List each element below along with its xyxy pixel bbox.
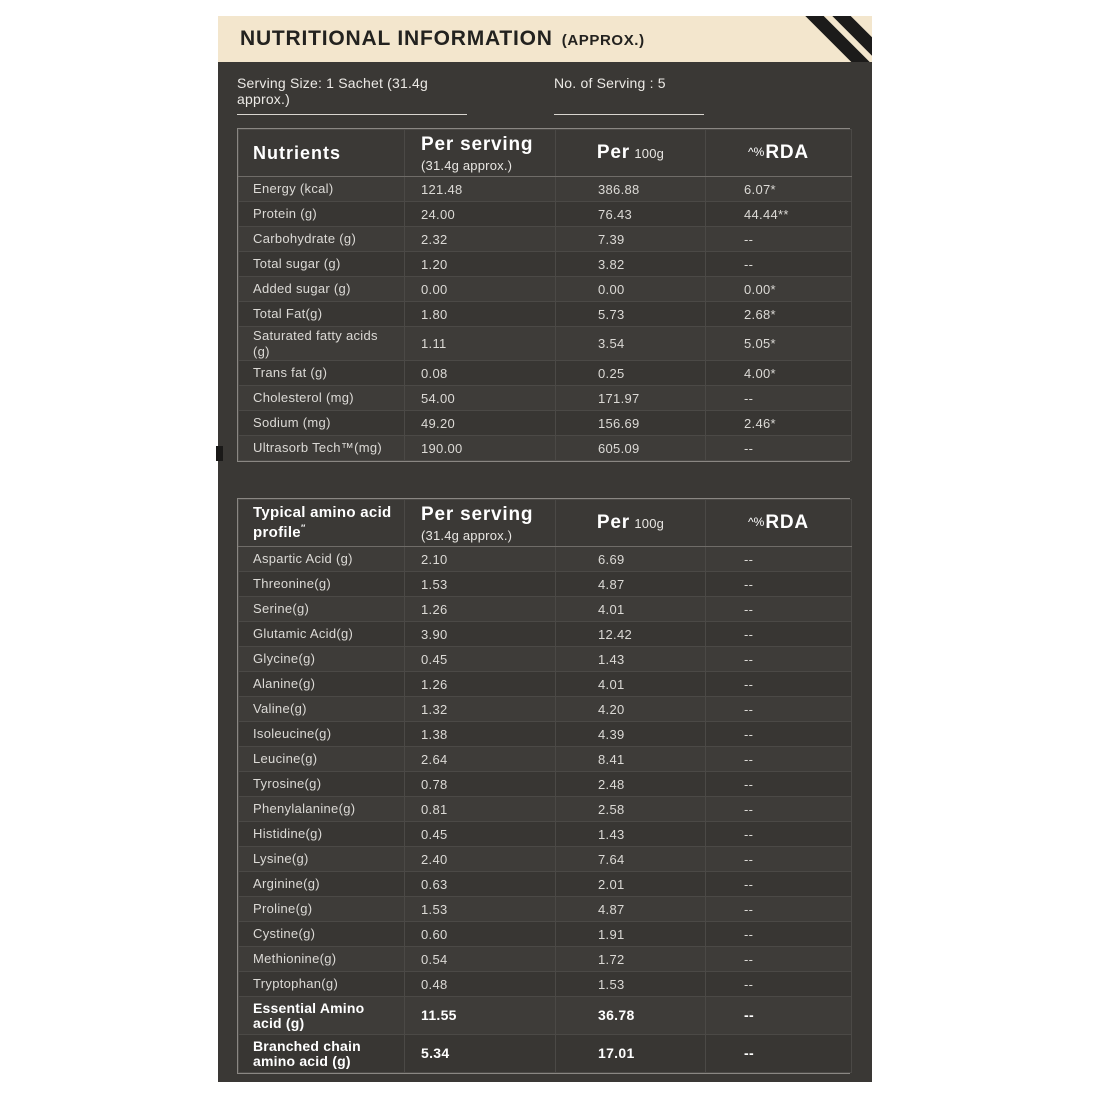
- amino-acid-name: Aspartic Acid (g): [239, 547, 405, 572]
- per-100g-value: 12.42: [556, 622, 706, 647]
- per-serving-value: 0.63: [405, 872, 556, 897]
- table-row: [239, 897, 852, 922]
- rda-value: 0.00*: [706, 277, 852, 302]
- per-serving-value: 1.32: [405, 697, 556, 722]
- per-100g-value: 3.82: [556, 252, 706, 277]
- table-row: [239, 672, 852, 697]
- nutrient-name: Saturated fatty acids (g): [239, 327, 405, 361]
- per-100g-value: 76.43: [556, 202, 706, 227]
- nutrient-name: Energy (kcal): [239, 177, 405, 202]
- per-serving-value: 1.11: [405, 327, 556, 361]
- per-100g-value: 4.01: [556, 597, 706, 622]
- table-row: [239, 361, 852, 386]
- amino-acid-name: Arginine(g): [239, 872, 405, 897]
- rda-value: --: [706, 227, 852, 252]
- table-row: [239, 252, 852, 277]
- per-100g-value: 4.01: [556, 672, 706, 697]
- per-100g-value: 2.48: [556, 772, 706, 797]
- table-row: [239, 872, 852, 897]
- amino-acid-name: Alanine(g): [239, 672, 405, 697]
- per-100g-value: 4.20: [556, 697, 706, 722]
- per-100g-value: 2.01: [556, 872, 706, 897]
- per-serving-value: 0.81: [405, 797, 556, 822]
- per-100g-value: 1.43: [556, 647, 706, 672]
- table-row: [239, 411, 852, 436]
- serving-size-label: Serving Size: 1 Sachet (31.4g approx.): [237, 75, 467, 115]
- rda-value: --: [706, 622, 852, 647]
- per-100g-value: 3.54: [556, 327, 706, 361]
- per-serving-value: 3.90: [405, 622, 556, 647]
- page-title: NUTRITIONAL INFORMATION: [240, 27, 553, 50]
- per-serving-value: 121.48: [405, 177, 556, 202]
- page-title-suffix: (APPROX.): [561, 31, 645, 49]
- table-row: [239, 1035, 852, 1073]
- rda-value: --: [706, 547, 852, 572]
- table-row: [239, 822, 852, 847]
- amino-acid-name: Serine(g): [239, 597, 405, 622]
- per-100g-value: 6.69: [556, 547, 706, 572]
- serving-info: [218, 62, 872, 115]
- rda-value: 44.44**: [706, 202, 852, 227]
- per-serving-value: 0.78: [405, 772, 556, 797]
- amino-acid-name: Methionine(g): [239, 947, 405, 972]
- rda-value: --: [706, 647, 852, 672]
- per-100g-value: 1.72: [556, 947, 706, 972]
- per-serving-value: 2.64: [405, 747, 556, 772]
- rda-value: --: [706, 772, 852, 797]
- amino-acid-name: Isoleucine(g): [239, 722, 405, 747]
- table-row: [239, 202, 852, 227]
- amino-acid-name: Essential Amino acid (g): [239, 997, 405, 1035]
- table-row: [239, 436, 852, 461]
- per-serving-value: 2.32: [405, 227, 556, 252]
- rda-value: --: [706, 722, 852, 747]
- amino-acid-name: Tryptophan(g): [239, 972, 405, 997]
- amino-profile-header: Typical amino acid profile″: [239, 500, 405, 547]
- table-row: [239, 547, 852, 572]
- nutrients-header: Nutrients: [239, 130, 405, 177]
- per-serving-value: 49.20: [405, 411, 556, 436]
- amino-acid-name: Leucine(g): [239, 747, 405, 772]
- per-100g-header: Per 100g: [556, 500, 706, 547]
- serving-count-label: No. of Serving : 5: [554, 75, 704, 115]
- amino-acid-name: Cystine(g): [239, 922, 405, 947]
- per-100g-value: 36.78: [556, 997, 706, 1035]
- per-100g-value: 1.91: [556, 922, 706, 947]
- rda-value: 2.68*: [706, 302, 852, 327]
- table-row: [239, 722, 852, 747]
- per-serving-value: 2.10: [405, 547, 556, 572]
- amino-acid-name: Proline(g): [239, 897, 405, 922]
- per-100g-value: 605.09: [556, 436, 706, 461]
- nutrient-name: Carbohydrate (g): [239, 227, 405, 252]
- per-100g-value: 0.25: [556, 361, 706, 386]
- per-serving-value: 0.45: [405, 647, 556, 672]
- per-serving-value: 1.26: [405, 597, 556, 622]
- nutrient-name: Trans fat (g): [239, 361, 405, 386]
- rda-value: --: [706, 822, 852, 847]
- rda-value: --: [706, 897, 852, 922]
- nutrient-name: Added sugar (g): [239, 277, 405, 302]
- rda-value: --: [706, 947, 852, 972]
- per-serving-value: 5.34: [405, 1035, 556, 1073]
- per-100g-value: 1.53: [556, 972, 706, 997]
- rda-value: --: [706, 847, 852, 872]
- edge-notch: [216, 446, 223, 461]
- per-serving-value: 0.45: [405, 822, 556, 847]
- per-100g-value: 171.97: [556, 386, 706, 411]
- table-row: [239, 227, 852, 252]
- rda-value: --: [706, 997, 852, 1035]
- rda-value: 2.46*: [706, 411, 852, 436]
- per-100g-value: 4.39: [556, 722, 706, 747]
- table-row: [239, 647, 852, 672]
- per-serving-value: 1.26: [405, 672, 556, 697]
- per-100g-value: 386.88: [556, 177, 706, 202]
- table-row: [239, 947, 852, 972]
- per-100g-value: 5.73: [556, 302, 706, 327]
- table-row: [239, 572, 852, 597]
- nutrient-name: Total sugar (g): [239, 252, 405, 277]
- per-serving-value: 0.08: [405, 361, 556, 386]
- per-100g-value: 156.69: [556, 411, 706, 436]
- per-100g-value: 1.43: [556, 822, 706, 847]
- rda-value: --: [706, 797, 852, 822]
- rda-value: --: [706, 747, 852, 772]
- table-row: [239, 622, 852, 647]
- per-serving-value: 1.53: [405, 897, 556, 922]
- nutrients-header-row: [239, 130, 852, 177]
- rda-value: --: [706, 572, 852, 597]
- rda-value: --: [706, 386, 852, 411]
- per-serving-header: Per serving (31.4g approx.): [405, 130, 556, 177]
- per-serving-value: 190.00: [405, 436, 556, 461]
- amino-acid-name: Threonine(g): [239, 572, 405, 597]
- table-row: [239, 972, 852, 997]
- rda-value: 4.00*: [706, 361, 852, 386]
- rda-value: 6.07*: [706, 177, 852, 202]
- per-serving-value: 0.60: [405, 922, 556, 947]
- per-serving-header: Per serving (31.4g approx.): [405, 500, 556, 547]
- rda-value: 5.05*: [706, 327, 852, 361]
- rda-value: --: [706, 597, 852, 622]
- amino-acid-name: Phenylalanine(g): [239, 797, 405, 822]
- nutrients-table: [238, 129, 852, 461]
- nutrient-name: Protein (g): [239, 202, 405, 227]
- per-serving-value: 1.20: [405, 252, 556, 277]
- nutrient-name: Cholesterol (mg): [239, 386, 405, 411]
- rda-value: --: [706, 252, 852, 277]
- table-row: [239, 597, 852, 622]
- table-row: [239, 922, 852, 947]
- table-row: [239, 327, 852, 361]
- amino-acid-name: Tyrosine(g): [239, 772, 405, 797]
- per-serving-value: 0.48: [405, 972, 556, 997]
- amino-header-row: [239, 500, 852, 547]
- table-row: [239, 697, 852, 722]
- table-row: [239, 747, 852, 772]
- per-serving-value: 2.40: [405, 847, 556, 872]
- rda-value: --: [706, 436, 852, 461]
- rda-value: --: [706, 872, 852, 897]
- per-100g-header: Per 100g: [556, 130, 706, 177]
- per-100g-value: 4.87: [556, 572, 706, 597]
- table-row: [239, 772, 852, 797]
- nutrient-name: Total Fat(g): [239, 302, 405, 327]
- rda-value: --: [706, 697, 852, 722]
- amino-acid-name: Glycine(g): [239, 647, 405, 672]
- amino-acid-name: Glutamic Acid(g): [239, 622, 405, 647]
- rda-value: --: [706, 972, 852, 997]
- amino-table-wrap: [237, 498, 850, 1074]
- table-row: [239, 277, 852, 302]
- rda-value: --: [706, 672, 852, 697]
- table-row: [239, 797, 852, 822]
- amino-acid-name: Histidine(g): [239, 822, 405, 847]
- table-row: [239, 847, 852, 872]
- rda-header: ^%RDA: [706, 500, 852, 547]
- per-serving-value: 54.00: [405, 386, 556, 411]
- rda-value: --: [706, 922, 852, 947]
- per-serving-value: 24.00: [405, 202, 556, 227]
- table-row: [239, 302, 852, 327]
- table-row: [239, 386, 852, 411]
- per-serving-value: 0.00: [405, 277, 556, 302]
- per-100g-value: 0.00: [556, 277, 706, 302]
- per-serving-value: 0.54: [405, 947, 556, 972]
- per-100g-value: 7.64: [556, 847, 706, 872]
- nutrient-name: Ultrasorb Tech™(mg): [239, 436, 405, 461]
- per-100g-value: 2.58: [556, 797, 706, 822]
- per-100g-value: 8.41: [556, 747, 706, 772]
- per-serving-value: 1.80: [405, 302, 556, 327]
- per-100g-value: 7.39: [556, 227, 706, 252]
- rda-value: --: [706, 1035, 852, 1073]
- amino-acid-name: Branched chain amino acid (g): [239, 1035, 405, 1073]
- nutrient-name: Sodium (mg): [239, 411, 405, 436]
- per-100g-value: 4.87: [556, 897, 706, 922]
- per-serving-value: 1.38: [405, 722, 556, 747]
- rda-header: ^%RDA: [706, 130, 852, 177]
- nutrition-panel: [218, 16, 872, 1082]
- per-serving-value: 1.53: [405, 572, 556, 597]
- amino-acid-name: Valine(g): [239, 697, 405, 722]
- table-row: [239, 997, 852, 1035]
- amino-acid-name: Lysine(g): [239, 847, 405, 872]
- table-row: [239, 177, 852, 202]
- per-serving-value: 11.55: [405, 997, 556, 1035]
- amino-acid-table: [238, 499, 852, 1073]
- per-100g-value: 17.01: [556, 1035, 706, 1073]
- title-banner: [218, 16, 872, 62]
- nutrients-table-wrap: [237, 128, 850, 462]
